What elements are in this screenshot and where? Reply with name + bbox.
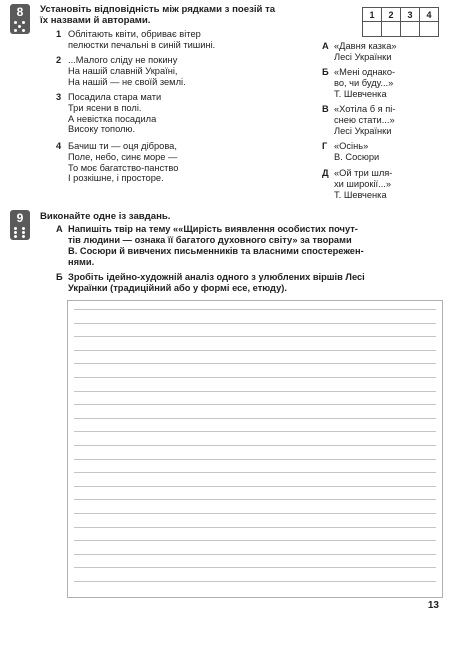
poem-line: На нашій славній Україні,: [68, 65, 178, 76]
poem-line: Поле, небо, синє море —: [68, 151, 178, 162]
question-8-badge: [10, 4, 30, 34]
option-line: Т. Шевченка: [334, 189, 387, 200]
option-line: Т. Шевченка: [334, 88, 387, 99]
option-h: [322, 141, 452, 163]
poem-4: [56, 141, 313, 184]
answer-grid: [362, 7, 439, 37]
option-letter: Д: [322, 168, 329, 178]
task-line: тів людини — ознака її багатого духовного світу» за творами: [68, 235, 352, 245]
option-line: Лесі Українки: [334, 51, 392, 62]
task-letter: Б: [56, 272, 63, 282]
poem-line: Три ясени в полі.: [68, 102, 142, 113]
ruled-line: [74, 391, 436, 392]
question-9-number: 9: [16, 211, 24, 225]
dice-icon: [14, 227, 26, 237]
ruled-line: [74, 445, 436, 446]
answer-cell-4[interactable]: [420, 22, 439, 37]
task-a: [56, 224, 446, 268]
answer-grid-header: 1: [363, 8, 382, 22]
option-b: [322, 67, 452, 99]
task-letter: А: [56, 224, 63, 234]
option-a: [322, 41, 452, 63]
ruled-line: [74, 567, 436, 568]
option-letter: Г: [322, 141, 328, 151]
ruled-line: [74, 323, 436, 324]
question-9-instruction: Виконайте одне із завдань.: [40, 211, 171, 222]
ruled-line: [74, 459, 436, 460]
dice-icon: [14, 21, 26, 31]
option-line: «Осінь»: [334, 141, 369, 151]
instruction-line: Установіть відповідність між рядками з поезій та: [40, 4, 276, 15]
poem-line: Високу тополю.: [68, 124, 136, 135]
poem-line: Бачиш ти — оця діброва,: [68, 141, 177, 151]
instruction-line: їх назвами й авторами.: [40, 15, 151, 26]
ruled-line: [74, 350, 436, 351]
option-line: Лесі Українки: [334, 125, 392, 136]
option-letter: В: [322, 104, 329, 114]
task-b: [56, 272, 446, 294]
task-line: Зробіть ідейно-художній аналіз одного з улюблених віршів Лесі: [68, 272, 365, 282]
task-line: Українки (традиційний або у формі есе, етюду).: [68, 283, 287, 293]
answer-grid-header: 3: [401, 8, 420, 22]
ruled-line: [74, 499, 436, 500]
poem-line: Посадила стара мати: [68, 92, 162, 102]
option-line: В. Сосюри: [334, 151, 380, 162]
option-d: [322, 168, 452, 200]
ruled-line: [74, 377, 436, 378]
poem-line: Облітають квіти, обриває вітер: [68, 29, 201, 39]
option-line: «Хотіла б я пі-: [334, 104, 396, 114]
question-8-instruction: [40, 4, 360, 26]
option-line: хи широкії...»: [334, 178, 392, 189]
task-line: нями.: [68, 257, 95, 267]
poem-2: [56, 55, 313, 87]
answer-grid-header: 2: [382, 8, 401, 22]
poem-3: [56, 92, 313, 135]
ruled-line: [74, 363, 436, 364]
ruled-line: [74, 513, 436, 514]
task-line: Напишіть твір на тему ««Щирість виявлення особистих почут-: [68, 224, 358, 234]
option-line: «Давня казка»: [334, 41, 397, 51]
question-8-number: 8: [16, 5, 24, 19]
poem-number: 4: [56, 141, 62, 151]
poem-line: І розкішне, і просторе.: [68, 173, 164, 184]
ruled-line: [74, 418, 436, 419]
ruled-line: [74, 336, 436, 337]
option-line: «Мені однако-: [334, 67, 396, 77]
poem-number: 2: [56, 55, 62, 65]
ruled-line: [74, 540, 436, 541]
ruled-line: [74, 527, 436, 528]
answer-grid-header: 4: [420, 8, 439, 22]
ruled-line: [74, 581, 436, 582]
ruled-line: [74, 309, 436, 310]
poem-line: На нашій — не своїй землі.: [68, 76, 186, 87]
poem-line: пелюстки печальні в синій тишині.: [68, 39, 216, 50]
poem-line: ...Малого сліду не покину: [68, 55, 178, 65]
option-line: «Ой три шля-: [334, 168, 393, 178]
page-number: 13: [427, 600, 439, 611]
ruled-line: [74, 472, 436, 473]
option-line: снею стати...»: [334, 114, 395, 125]
poem-number: 1: [56, 29, 62, 39]
question-9-badge: [10, 210, 30, 240]
poem-line: То моє багатство-панство: [68, 162, 179, 173]
task-line: В. Сосюри й вивчених письменників та власними спостережен-: [68, 246, 364, 256]
poem-number: 3: [56, 92, 62, 102]
ruled-line: [74, 431, 436, 432]
option-letter: Б: [322, 67, 329, 77]
answer-cell-3[interactable]: [401, 22, 420, 37]
writing-area[interactable]: [67, 300, 443, 598]
poem-1: [56, 29, 313, 51]
option-v: [322, 104, 452, 136]
ruled-line: [74, 486, 436, 487]
poem-line: А невістка посадила: [68, 113, 157, 124]
ruled-line: [74, 554, 436, 555]
answer-cell-2[interactable]: [382, 22, 401, 37]
ruled-line: [74, 404, 436, 405]
option-line: во, чи буду...»: [334, 77, 394, 88]
option-letter: А: [322, 41, 329, 51]
answer-cell-1[interactable]: [363, 22, 382, 37]
